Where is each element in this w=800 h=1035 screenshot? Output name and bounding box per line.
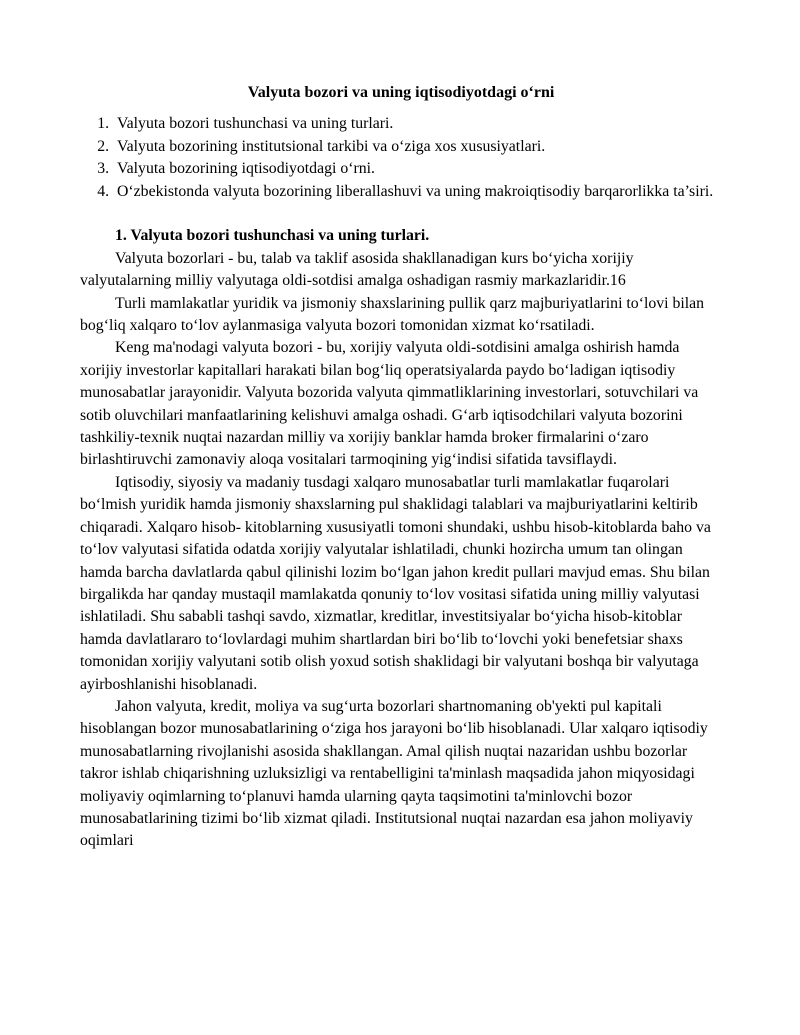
paragraph: Jahon valyuta, kredit, moliya va sugʻurta bozorlari shartnomaning ob'yekti pul kapitali hisoblangan bozor munosabatlarining oʻziga hos jarayoni boʻlib hisoblanadi. Ular xalqaro iqtisodiy munosabatlarning rivojlanishi asosida shakllangan. Amal qilish nuqtai nazaridan ushbu bozorlar takror ishlab chiqarishning uzluksizligi va rentabelligini ta'minlash maqsadida jahon miqyosidagi moliyaviy oqimlarning toʻplanuvi hamda ularning qayta taqsimotini ta'minlovchi bozor munosabatlarining tizimi boʻlib xizmat qiladi. Institutsional nuqtai nazardan esa jahon moliyaviy oqimlari	[80, 697, 708, 850]
paragraph: Turli mamlakatlar yuridik va jismoniy shaxslarining pullik qarz majburiyatlarini toʻlovi bilan bogʻliq xalqaro toʻlov aylanmasiga valyuta bozori tomonidan xizmat koʻrsatiladi.	[80, 294, 705, 335]
document-body	[80, 248, 722, 853]
outline-item: 1. Valyuta bozori tushunchasi va uning turlari.	[113, 113, 722, 135]
outline-item: 4. Oʻzbekistonda valyuta bozorining liberallashuvi va uning makroiqtisodiy barqarorlikka ta’siri.	[113, 181, 722, 203]
document-title: Valyuta bozori va uning iqtisodiyotdagi oʻrni	[247, 84, 555, 101]
outline-item: 2. Valyuta bozorining institutsional tarkibi va oʻziga xos xususiyatlari.	[113, 136, 722, 158]
paragraph: Keng ma'nodagi valyuta bozori - bu, xorijiy valyuta oldi-sotdisini amalga oshirish hamda xorijiy investorlar kapitallari harakati bilan bogʻliq operatsiyalarda paydo boʻladigan iqtisodiy munosabatlar jarayonidir. Valyuta bozorida valyuta qimmatliklarining investorlari, sotuvchilari va sotib oluvchilari manfaatlarining kelishuvi amalga oshadi. Gʻarb iqtisodchilari valyuta bozorini tashkiliy-texnik nuqtai nazardan milliy va xorijiy banklar hamda broker firmalarini oʻzaro birlashtiruvchi zamonaviy aloqa vositalari tarmoqining yigʻindisi sifatida tavsiflaydi.	[80, 339, 699, 469]
paragraph: Valyuta bozorlari - bu, talab va taklif asosida shakllanadigan kurs boʻyicha xorijiy valyutalarning milliy valyutaga oldi-sotdisi amalga oshadigan rasmiy markazlaridir.16	[80, 249, 634, 290]
outline-item: 3. Valyuta bozorining iqtisodiyotdagi oʻrni.	[113, 158, 722, 180]
section-heading: 1. Valyuta bozori tushunchasi va uning turlari.	[115, 227, 430, 245]
paragraph: Iqtisodiy, siyosiy va madaniy tusdagi xalqaro munosabatlar turli mamlakatlar fuqarolari boʻlmish yuridik hamda jismoniy shaxslarning pul shaklidagi talablari va majburiyatlarini keltirib chiqaradi. Xalqaro hisob- kitoblarning xususiyatli tomoni shundaki, ushbu hisob-kitoblarda baho va toʻlov valyutasi sifatida odatda xorijiy valyutalar ishlatiladi, chunki hozircha umum tan olingan hamda barcha davlatlarda qabul qilinishi lozim boʻlgan jahon kredit pullari mavjud emas. Shu bilan birgalikda har qanday mustaqil mamlakatda qonuniy toʻlov vositasi sifatida uning milliy valyutasi ishlatiladi. Shu sababli tashqi savdo, xizmatlar, kreditlar, investitsiyalar boʻyicha hisob-kitoblar hamda davlatlararo toʻlovlardagi muhim shartlardan biri boʻlib toʻlovchi yoki benefetsiar shaxs tomonidan xorijiy valyutani sotib olish yoxud sotish shaklidagi bir valyutani boshqa bir valyutaga ayirboshlanishi hisoblanadi.	[80, 473, 711, 693]
outline-list	[80, 113, 722, 203]
